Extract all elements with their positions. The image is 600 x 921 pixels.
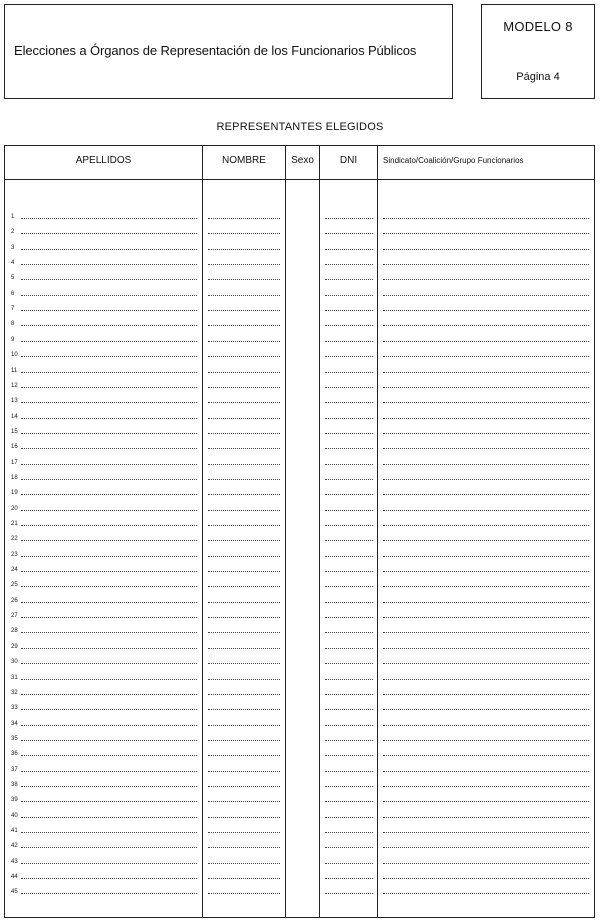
sindicato-field[interactable] — [383, 233, 589, 234]
row-number: 6 — [11, 290, 15, 297]
nombre-field[interactable] — [208, 571, 280, 572]
representatives-table — [4, 145, 595, 918]
table-row — [5, 313, 594, 328]
apellidos-field[interactable] — [21, 725, 197, 726]
sindicato-field[interactable] — [383, 586, 589, 587]
apellidos-field[interactable] — [21, 325, 197, 326]
row-number: 14 — [11, 413, 18, 420]
apellidos-field[interactable] — [21, 740, 197, 741]
row-number: 5 — [11, 275, 15, 282]
sindicato-field[interactable] — [383, 448, 589, 449]
nombre-field[interactable] — [208, 525, 280, 526]
row-number: 42 — [11, 843, 18, 850]
table-row — [5, 835, 594, 850]
nombre-field[interactable] — [208, 402, 280, 403]
apellidos-field[interactable] — [21, 878, 197, 879]
row-number: 10 — [11, 352, 18, 359]
header-dni: DNI — [339, 155, 358, 166]
table-row — [5, 774, 594, 789]
dni-field[interactable] — [325, 433, 373, 434]
row-number: 4 — [11, 260, 15, 267]
table-row — [5, 329, 594, 344]
table-row — [5, 406, 594, 421]
dni-field[interactable] — [325, 786, 373, 787]
table-row — [5, 237, 594, 252]
row-number: 18 — [11, 474, 18, 481]
row-number: 27 — [11, 613, 18, 620]
sindicato-field[interactable] — [383, 433, 589, 434]
sindicato-field[interactable] — [383, 847, 589, 848]
sindicato-field[interactable] — [383, 249, 589, 250]
nombre-field[interactable] — [208, 602, 280, 603]
table-row — [5, 421, 594, 436]
nombre-field[interactable] — [208, 679, 280, 680]
nombre-field[interactable] — [208, 863, 280, 864]
table-row — [5, 344, 594, 359]
sindicato-field[interactable] — [383, 832, 589, 833]
nombre-field[interactable] — [208, 617, 280, 618]
table-row — [5, 467, 594, 482]
header-apellidos: APELLIDOS — [75, 155, 132, 166]
sindicato-field[interactable] — [383, 387, 589, 388]
dni-field[interactable] — [325, 817, 373, 818]
apellidos-field[interactable] — [21, 694, 197, 695]
apellidos-field[interactable] — [21, 218, 197, 219]
page-label: Página 4 — [516, 71, 560, 83]
nombre-field[interactable] — [208, 801, 280, 802]
table-row — [5, 221, 594, 236]
table-row — [5, 651, 594, 666]
sindicato-field[interactable] — [383, 679, 589, 680]
row-number: 41 — [11, 828, 18, 834]
row-number: 28 — [11, 628, 18, 635]
apellidos-field[interactable] — [21, 617, 197, 618]
table-row — [5, 252, 594, 267]
row-number: 23 — [11, 551, 18, 558]
nombre-field[interactable] — [208, 847, 280, 848]
table-row — [5, 759, 594, 774]
nombre-field[interactable] — [208, 479, 280, 480]
table-row — [5, 559, 594, 574]
sindicato-field[interactable] — [383, 418, 589, 419]
table-row — [5, 482, 594, 497]
apellidos-field[interactable] — [21, 832, 197, 833]
nombre-field[interactable] — [208, 218, 280, 219]
row-number: 33 — [11, 705, 18, 712]
row-number: 7 — [11, 306, 15, 313]
dni-field[interactable] — [325, 418, 373, 419]
row-number: 11 — [11, 367, 18, 374]
sindicato-field[interactable] — [383, 632, 589, 633]
nombre-field[interactable] — [208, 325, 280, 326]
nombre-field[interactable] — [208, 771, 280, 772]
apellidos-field[interactable] — [21, 356, 197, 357]
sindicato-field[interactable] — [383, 295, 589, 296]
dni-field[interactable] — [325, 709, 373, 710]
apellidos-field[interactable] — [21, 786, 197, 787]
dni-field[interactable] — [325, 602, 373, 603]
table-row — [5, 789, 594, 804]
apellidos-field[interactable] — [21, 494, 197, 495]
sindicato-field[interactable] — [383, 648, 589, 649]
table-row — [5, 805, 594, 820]
table-row — [5, 728, 594, 743]
nombre-field[interactable] — [208, 786, 280, 787]
apellidos-field[interactable] — [21, 525, 197, 526]
dni-field[interactable] — [325, 725, 373, 726]
apellidos-field[interactable] — [21, 632, 197, 633]
apellidos-field[interactable] — [21, 418, 197, 419]
nombre-field[interactable] — [208, 663, 280, 664]
dni-field[interactable] — [325, 740, 373, 741]
table-row — [5, 375, 594, 390]
nombre-field[interactable] — [208, 510, 280, 511]
apellidos-field[interactable] — [21, 464, 197, 465]
nombre-field[interactable] — [208, 648, 280, 649]
row-number: 44 — [11, 874, 18, 881]
apellidos-field[interactable] — [21, 387, 197, 388]
row-number: 29 — [11, 643, 18, 650]
nombre-field[interactable] — [208, 448, 280, 449]
sindicato-field[interactable] — [383, 479, 589, 480]
row-number: 31 — [11, 674, 18, 681]
dni-field[interactable] — [325, 694, 373, 695]
dni-field[interactable] — [325, 525, 373, 526]
nombre-field[interactable] — [208, 878, 280, 879]
apellidos-field[interactable] — [21, 295, 197, 296]
table-row — [5, 206, 594, 221]
sindicato-field[interactable] — [383, 694, 589, 695]
dni-field[interactable] — [325, 372, 373, 373]
row-number: 36 — [11, 751, 18, 758]
dni-field[interactable] — [325, 679, 373, 680]
dni-field[interactable] — [325, 556, 373, 557]
nombre-field[interactable] — [208, 694, 280, 695]
table-row — [5, 574, 594, 589]
sindicato-field[interactable] — [383, 510, 589, 511]
dni-field[interactable] — [325, 586, 373, 587]
table-row — [5, 436, 594, 451]
dni-field[interactable] — [325, 233, 373, 234]
nombre-field[interactable] — [208, 817, 280, 818]
nombre-field[interactable] — [208, 356, 280, 357]
sindicato-field[interactable] — [383, 356, 589, 357]
row-number: 40 — [11, 812, 18, 819]
sindicato-field[interactable] — [383, 663, 589, 664]
sindicato-field[interactable] — [383, 556, 589, 557]
apellidos-field[interactable] — [21, 863, 197, 864]
title-box — [4, 4, 453, 99]
nombre-field[interactable] — [208, 893, 280, 894]
nombre-field[interactable] — [208, 832, 280, 833]
row-number: 21 — [11, 521, 18, 527]
row-number: 15 — [11, 428, 18, 435]
dni-field[interactable] — [325, 863, 373, 864]
apellidos-field[interactable] — [21, 372, 197, 373]
row-number: 3 — [11, 244, 15, 251]
sindicato-field[interactable] — [383, 325, 589, 326]
table-row — [5, 636, 594, 651]
dni-field[interactable] — [325, 479, 373, 480]
row-number: 17 — [11, 459, 18, 466]
dni-field[interactable] — [325, 325, 373, 326]
row-number: 30 — [11, 659, 18, 666]
nombre-field[interactable] — [208, 418, 280, 419]
apellidos-field[interactable] — [21, 679, 197, 680]
apellidos-field[interactable] — [21, 433, 197, 434]
row-number: 1 — [11, 214, 15, 220]
sindicato-field[interactable] — [383, 786, 589, 787]
apellidos-field[interactable] — [21, 817, 197, 818]
dni-field[interactable] — [325, 279, 373, 280]
row-number: 26 — [11, 597, 18, 604]
table-row — [5, 452, 594, 467]
apellidos-field[interactable] — [21, 264, 197, 265]
table-row — [5, 390, 594, 405]
dni-field[interactable] — [325, 663, 373, 664]
nombre-field[interactable] — [208, 295, 280, 296]
table-row — [5, 544, 594, 559]
apellidos-field[interactable] — [21, 586, 197, 587]
sindicato-field[interactable] — [383, 540, 589, 541]
apellidos-field[interactable] — [21, 479, 197, 480]
header-sexo: Sexo — [291, 155, 314, 166]
row-number: 24 — [11, 567, 18, 574]
nombre-field[interactable] — [208, 372, 280, 373]
nombre-field[interactable] — [208, 709, 280, 710]
dni-field[interactable] — [325, 571, 373, 572]
apellidos-field[interactable] — [21, 510, 197, 511]
apellidos-field[interactable] — [21, 571, 197, 572]
dni-field[interactable] — [325, 464, 373, 465]
apellidos-field[interactable] — [21, 310, 197, 311]
table-row — [5, 866, 594, 881]
sindicato-field[interactable] — [383, 402, 589, 403]
nombre-field[interactable] — [208, 233, 280, 234]
apellidos-field[interactable] — [21, 341, 197, 342]
row-number: 12 — [11, 382, 18, 389]
dni-field[interactable] — [325, 801, 373, 802]
nombre-field[interactable] — [208, 279, 280, 280]
dni-field[interactable] — [325, 387, 373, 388]
apellidos-field[interactable] — [21, 233, 197, 234]
apellidos-field[interactable] — [21, 249, 197, 250]
nombre-field[interactable] — [208, 310, 280, 311]
dni-field[interactable] — [325, 755, 373, 756]
sindicato-field[interactable] — [383, 801, 589, 802]
dni-field[interactable] — [325, 310, 373, 311]
table-row — [5, 667, 594, 682]
apellidos-field[interactable] — [21, 540, 197, 541]
apellidos-field[interactable] — [21, 448, 197, 449]
row-number: 25 — [11, 582, 18, 589]
nombre-field[interactable] — [208, 249, 280, 250]
dni-field[interactable] — [325, 617, 373, 618]
table-row — [5, 605, 594, 620]
dni-field[interactable] — [325, 632, 373, 633]
table-row — [5, 881, 594, 896]
nombre-field[interactable] — [208, 464, 280, 465]
dni-field[interactable] — [325, 893, 373, 894]
apellidos-field[interactable] — [21, 648, 197, 649]
dni-field[interactable] — [325, 218, 373, 219]
row-number: 16 — [11, 444, 18, 451]
table-row — [5, 590, 594, 605]
nombre-field[interactable] — [208, 433, 280, 434]
sindicato-field[interactable] — [383, 341, 589, 342]
row-number: 39 — [11, 797, 18, 804]
sindicato-field[interactable] — [383, 372, 589, 373]
row-number: 32 — [11, 689, 18, 696]
row-number: 37 — [11, 766, 18, 773]
model-box — [481, 4, 595, 99]
sindicato-field[interactable] — [383, 571, 589, 572]
header-nombre: NOMBRE — [222, 155, 266, 166]
model-label: MODELO 8 — [503, 19, 573, 34]
table-body — [5, 146, 594, 917]
sindicato-field[interactable] — [383, 617, 589, 618]
sindicato-field[interactable] — [383, 525, 589, 526]
apellidos-field[interactable] — [21, 755, 197, 756]
sindicato-field[interactable] — [383, 310, 589, 311]
dni-field[interactable] — [325, 847, 373, 848]
sindicato-field[interactable] — [383, 817, 589, 818]
nombre-field[interactable] — [208, 755, 280, 756]
row-number: 8 — [11, 321, 15, 328]
sindicato-field[interactable] — [383, 755, 589, 756]
table-row — [5, 498, 594, 513]
table-row — [5, 267, 594, 282]
apellidos-field[interactable] — [21, 602, 197, 603]
nombre-field[interactable] — [208, 540, 280, 541]
row-number: 2 — [11, 229, 15, 236]
nombre-field[interactable] — [208, 632, 280, 633]
sindicato-field[interactable] — [383, 709, 589, 710]
table-row — [5, 620, 594, 635]
apellidos-field[interactable] — [21, 279, 197, 280]
row-number: 35 — [11, 735, 18, 742]
row-number: 45 — [11, 889, 18, 896]
nombre-field[interactable] — [208, 556, 280, 557]
sindicato-field[interactable] — [383, 878, 589, 879]
sindicato-field[interactable] — [383, 279, 589, 280]
row-number: 20 — [11, 505, 18, 512]
section-title: REPRESENTANTES ELEGIDOS — [216, 121, 384, 133]
apellidos-field[interactable] — [21, 847, 197, 848]
sindicato-field[interactable] — [383, 264, 589, 265]
sindicato-field[interactable] — [383, 771, 589, 772]
nombre-field[interactable] — [208, 740, 280, 741]
sindicato-field[interactable] — [383, 218, 589, 219]
nombre-field[interactable] — [208, 586, 280, 587]
dni-field[interactable] — [325, 540, 373, 541]
dni-field[interactable] — [325, 356, 373, 357]
sindicato-field[interactable] — [383, 725, 589, 726]
row-number: 34 — [11, 720, 18, 727]
table-row — [5, 528, 594, 543]
table-row — [5, 713, 594, 728]
dni-field[interactable] — [325, 510, 373, 511]
table-row — [5, 820, 594, 835]
dni-field[interactable] — [325, 295, 373, 296]
apellidos-field[interactable] — [21, 771, 197, 772]
form-title: Elecciones a Órganos de Representación de los Funcionarios Públicos — [14, 43, 417, 58]
table-row — [5, 298, 594, 313]
sindicato-field[interactable] — [383, 893, 589, 894]
nombre-field[interactable] — [208, 341, 280, 342]
dni-field[interactable] — [325, 878, 373, 879]
header-sindicato: Sindicato/Coalición/Grupo Funcionarios — [383, 156, 524, 165]
apellidos-field[interactable] — [21, 556, 197, 557]
table-row — [5, 697, 594, 712]
apellidos-field[interactable] — [21, 893, 197, 894]
dni-field[interactable] — [325, 249, 373, 250]
sindicato-field[interactable] — [383, 863, 589, 864]
table-row — [5, 513, 594, 528]
row-number: 38 — [11, 781, 18, 788]
nombre-field[interactable] — [208, 387, 280, 388]
apellidos-field[interactable] — [21, 801, 197, 802]
nombre-field[interactable] — [208, 494, 280, 495]
apellidos-field[interactable] — [21, 709, 197, 710]
dni-field[interactable] — [325, 771, 373, 772]
row-number: 43 — [11, 858, 18, 865]
table-row — [5, 743, 594, 758]
sindicato-field[interactable] — [383, 740, 589, 741]
sindicato-field[interactable] — [383, 464, 589, 465]
row-number: 19 — [11, 490, 18, 497]
apellidos-field[interactable] — [21, 402, 197, 403]
nombre-field[interactable] — [208, 725, 280, 726]
apellidos-field[interactable] — [21, 663, 197, 664]
sindicato-field[interactable] — [383, 602, 589, 603]
table-row — [5, 851, 594, 866]
dni-field[interactable] — [325, 494, 373, 495]
nombre-field[interactable] — [208, 264, 280, 265]
table-row — [5, 360, 594, 375]
dni-field[interactable] — [325, 341, 373, 342]
table-row — [5, 682, 594, 697]
dni-field[interactable] — [325, 832, 373, 833]
dni-field[interactable] — [325, 264, 373, 265]
dni-field[interactable] — [325, 648, 373, 649]
table-row — [5, 283, 594, 298]
sindicato-field[interactable] — [383, 494, 589, 495]
dni-field[interactable] — [325, 402, 373, 403]
row-number: 9 — [11, 336, 15, 343]
row-number: 13 — [11, 398, 18, 405]
row-number: 22 — [11, 536, 18, 543]
dni-field[interactable] — [325, 448, 373, 449]
